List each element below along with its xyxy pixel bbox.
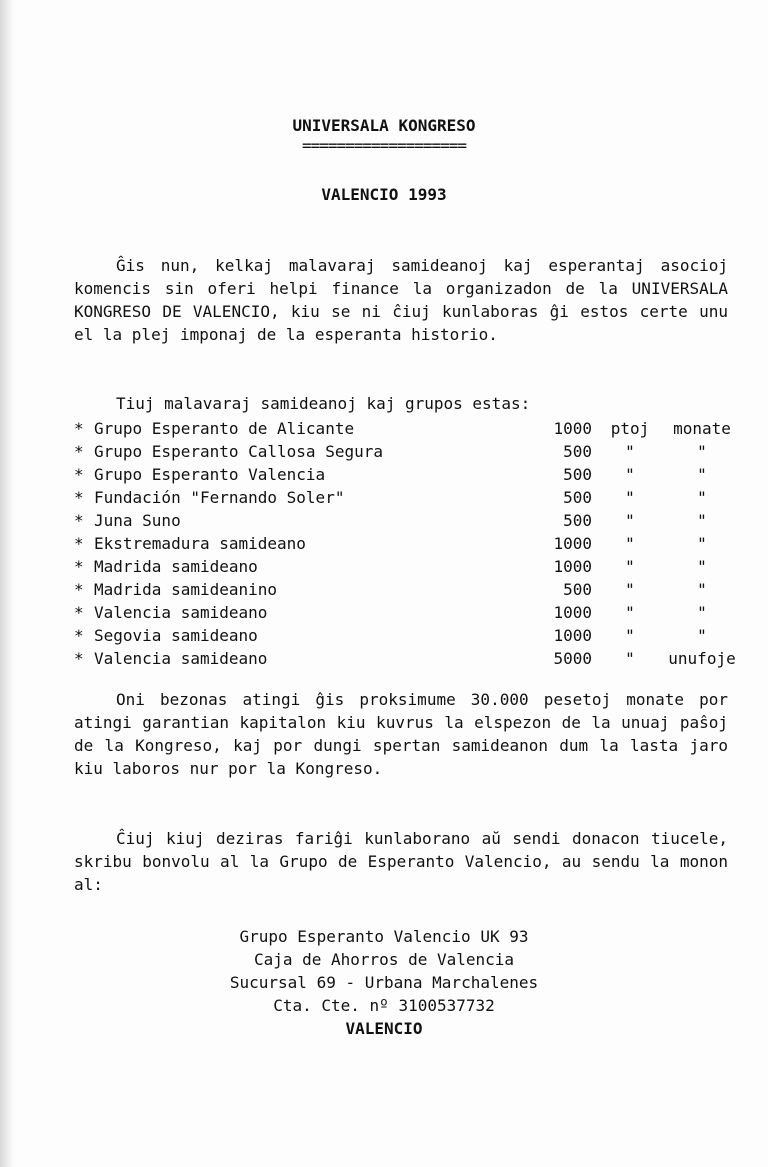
donor-row (74, 509, 734, 532)
donor-bullet: * (74, 511, 84, 530)
donor-bullet: * (74, 442, 84, 461)
donor-row (74, 578, 734, 601)
donor-unit: " (625, 557, 635, 576)
donor-unit: " (625, 465, 635, 484)
donor-frequency: " (697, 488, 707, 507)
donor-row (74, 624, 734, 647)
donor-frequency: " (697, 511, 707, 530)
donor-amount: 1000 (553, 626, 592, 645)
address-line-bank: Caja de Ahorros de Valencia (253, 950, 515, 969)
donor-name: Fundación "Fernando Soler" (94, 488, 345, 507)
title-underline: =================== (301, 136, 467, 155)
donor-name: Grupo Esperanto de Alicante (94, 419, 355, 438)
donor-amount: 1000 (553, 557, 592, 576)
donor-name: Segovia samideano (94, 626, 258, 645)
donor-name: Madrida samideano (94, 557, 258, 576)
donor-amount: 1000 (553, 603, 592, 622)
donor-list-intro: Tiuj malavaraj samideanoj kaj grupos estas: (116, 394, 531, 413)
donor-list (74, 417, 734, 670)
intro-paragraph: Ĝis nun, kelkaj malavaraj samideanoj kaj esperantaj asocioj komencis sin oferi helpi finance la organizadon de la UNIVERSALA KONGRESO DE VALENCIO, kiu se ni ĉiuj kunlaboras ĝi estos certe unu el la plej imponaj de la esperanta historio. (74, 256, 728, 344)
address-line-group: Grupo Esperanto Valencio UK 93 (239, 927, 529, 946)
donor-frequency: unufoje (668, 649, 736, 668)
donor-bullet: * (74, 557, 84, 576)
donor-row (74, 417, 734, 440)
donor-frequency: " (697, 465, 707, 484)
donor-bullet: * (74, 534, 84, 553)
donor-amount: 500 (563, 488, 592, 507)
donor-unit: " (625, 442, 635, 461)
donor-unit: " (625, 580, 635, 599)
donor-frequency: " (697, 557, 707, 576)
donor-row (74, 440, 734, 463)
donor-frequency: monate (673, 419, 731, 438)
donor-unit: " (625, 603, 635, 622)
donor-amount: 5000 (553, 649, 592, 668)
donor-bullet: * (74, 649, 84, 668)
donor-frequency: " (697, 626, 707, 645)
address-line-branch: Sucursal 69 - Urbana Marchalenes (229, 973, 539, 992)
donor-row (74, 532, 734, 555)
donor-frequency: " (697, 603, 707, 622)
donor-amount: 500 (563, 511, 592, 530)
donor-name: Grupo Esperanto Valencia (94, 465, 326, 484)
donor-unit: " (625, 511, 635, 530)
donor-name: Madrida samideanino (94, 580, 278, 599)
donor-row (74, 463, 734, 486)
donor-row (74, 555, 734, 578)
donor-name: Valencia samideano (94, 649, 268, 668)
address-line-account: Cta. Cte. nº 3100537732 (273, 996, 495, 1015)
bank-address (0, 925, 768, 1040)
donor-bullet: * (74, 626, 84, 645)
donor-bullet: * (74, 419, 84, 438)
donor-frequency: " (697, 534, 707, 553)
donor-unit: " (625, 488, 635, 507)
donor-unit: " (625, 626, 635, 645)
document-title: UNIVERSALA KONGRESO (292, 116, 476, 135)
donor-name: Juna Suno (94, 511, 181, 530)
donor-amount: 1000 (553, 419, 592, 438)
donor-frequency: " (697, 442, 707, 461)
donor-name: Grupo Esperanto Callosa Segura (94, 442, 383, 461)
donor-unit: ptoj (610, 419, 650, 438)
needs-paragraph: Oni bezonas atingi ĝis proksimume 30.000 pesetoj monate por atingi garantian kapitalon kiu kuvrus la elspezon de la unuaj paŝoj de la Kongreso, kaj por dungi spertan samideanon dum la lasta jaro kiu laboros nur por la Kongreso. (74, 690, 728, 778)
donor-name: Ekstremadura samideano (94, 534, 306, 553)
donor-amount: 500 (563, 580, 592, 599)
address-line-city: VALENCIO (345, 1019, 423, 1038)
donor-bullet: * (74, 488, 84, 507)
donor-unit: " (625, 534, 635, 553)
donor-unit: " (625, 649, 635, 668)
donor-amount: 500 (563, 465, 592, 484)
donor-row (74, 647, 734, 670)
donor-amount: 500 (563, 442, 592, 461)
document-subtitle: VALENCIO 1993 (321, 185, 447, 204)
donor-row (74, 601, 734, 624)
donor-bullet: * (74, 603, 84, 622)
invite-paragraph: Ĉiuj kiuj deziras fariĝi kunlaborano aŭ sendi donacon tiucele, skribu bonvolu al la Grupo de Esperanto Valencio, au sendu la monon al: (74, 829, 728, 894)
donor-bullet: * (74, 580, 84, 599)
donor-bullet: * (74, 465, 84, 484)
donor-amount: 1000 (553, 534, 592, 553)
donor-frequency: " (697, 580, 707, 599)
donor-name: Valencia samideano (94, 603, 268, 622)
donor-row (74, 486, 734, 509)
